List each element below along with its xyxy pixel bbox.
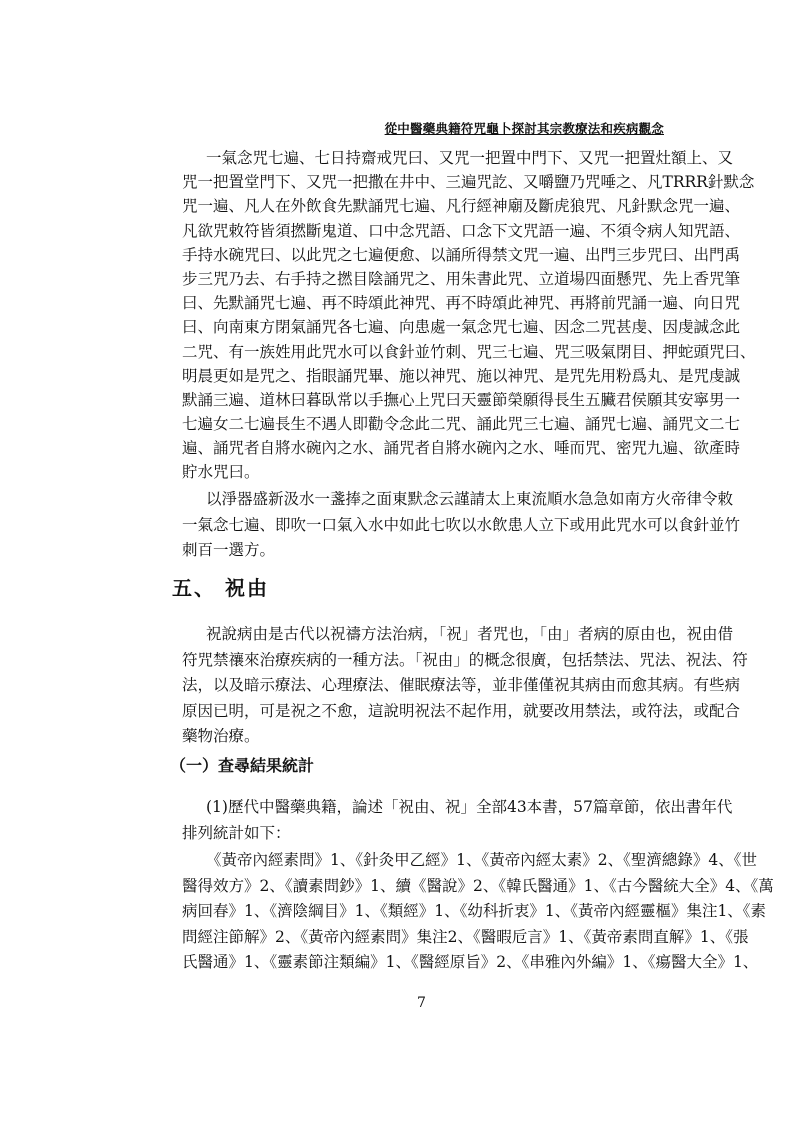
text-line: 排列統計如下：: [182, 823, 291, 842]
text-line: 咒一遍、凡人在外飲食先默誦咒七遍、凡行經神廟及斷虎狼咒、凡針默念咒一遍、: [182, 197, 741, 216]
text-line: 凡欲咒敕符皆須撚斷鬼道、口中念咒語、口念下文咒語一遍、不須令病人知咒語、: [182, 221, 741, 240]
text-line: 病回春》1、《濟陰綱目》1、《類經》1、《幼科折衷》1、《黃帝內經靈樞》集注1、《素: [182, 902, 767, 921]
paragraph-zhuyou-definition: [182, 622, 748, 750]
text-line: 手持水碗咒曰、以此咒之七遍便愈、以誦所得禁文咒一遍、出門三步咒曰、出門禹: [182, 245, 741, 264]
text-line: 刺百一選方。: [182, 541, 276, 560]
text-line: 二咒、有一族姓用此咒水可以食針並竹刺、咒三七遍、咒三吸氣閉目、押蛇頭咒曰、: [182, 342, 756, 361]
text-line: 一氣念咒七遍、七日持齋戒咒曰、又咒一把置中門下、又咒一把置灶額上、又: [206, 149, 734, 167]
page-number: 7: [417, 995, 426, 1011]
text-line: 咒一把置堂門下、又咒一把撒在井中、三遍咒訖、又嚼鹽乃咒唾之、凡TRRR針默念: [182, 173, 755, 192]
text-line: 七遍女二七遍長生不遇人即勸令念此二咒、誦此咒三七遍、誦咒七遍、誦咒文二七: [182, 415, 741, 434]
text-line: 明晨更如是咒之、指眼誦咒畢、施以神咒、施以神咒、是咒先用粉爲丸、是咒虔誠: [182, 366, 741, 385]
text-line: 符咒禁禳來治療疾病的一種方法。「祝由」的概念很廣，包括禁法、咒法、祝法、符: [182, 650, 748, 669]
text-line: 《黃帝內經素問》1、《針灸甲乙經》1、《黃帝內經太素》2、《聖濟總錄》4、《世: [206, 851, 757, 869]
paragraph-book-list: [182, 848, 774, 976]
paragraph-statistics-intro: [182, 795, 733, 846]
text-line: 默誦三遍、道林曰暮臥常以手撫心上咒曰天靈節榮願得長生五臟君侯願其安寧男一: [182, 390, 741, 409]
paragraph-incantation-list: [182, 146, 756, 485]
text-line: 曰、向南東方閉氣誦咒各七遍、向患處一氣念咒七遍、因念二咒甚虔、因虔誠念此: [182, 318, 741, 337]
section-heading: 五、 祝由: [172, 576, 269, 600]
text-line: (1)歷代中醫藥典籍，論述「祝由、祝」全部43本書，57篇章節，依出書年代: [206, 798, 733, 816]
running-header: 從中醫藥典籍符咒龜卜探討其宗教療法和疾病觀念: [384, 121, 664, 136]
text-line: 貯水咒曰。: [182, 463, 260, 482]
text-line: 步三咒乃去、右手持之撚目陰誦咒之、用朱書此咒、立道場四面懸咒、先上香咒筆: [182, 269, 741, 288]
text-line: 醫得效方》2、《讀素問鈔》1、續《醫說》2、《韓氏醫通》1、《古今醫統大全》4、《萬: [182, 876, 774, 895]
subsection-heading: （一）查尋結果統計: [170, 756, 315, 775]
text-line: 以淨器盛新汲水一盞捧之面東默念云謹請太上東流順水急急如南方火帝律令敕: [206, 490, 734, 508]
paragraph-water-incantation: [182, 487, 741, 564]
text-line: 藥物治療。: [182, 727, 260, 746]
text-line: 問經注節解》2、《黃帝內經素問》集注2、《醫暇卮言》1、《黃帝素問直解》1、《張: [182, 927, 749, 946]
text-line: 祝說病由是古代以祝禱方法治病，「祝」者咒也，「由」者病的原由也，祝由借: [206, 625, 734, 643]
text-line: 氏醫通》1、《靈素節注類編》1、《醫經原旨》2、《串雅內外編》1、《瘍醫大全》1、: [182, 953, 759, 972]
text-line: 法，以及暗示療法、心理療法、催眠療法等，並非僅僅祝其病由而愈其病。有些病: [182, 676, 741, 695]
text-line: 一氣念七遍、即吹一口氣入水中如此七吹以水飲患人立下或用此咒水可以食針並竹: [182, 515, 741, 534]
text-line: 曰、先默誦咒七遍、再不時頌此神咒、再不時頌此神咒、再將前咒誦一遍、向日咒: [182, 294, 741, 313]
text-line: 遍、誦咒者自將水碗內之水、誦咒者自將水碗內之水、唾而咒、密咒九遍、欲產時: [182, 439, 741, 458]
text-line: 原因已明，可是祝之不愈，這說明祝法不起作用，就要改用禁法，或符法，或配合: [182, 701, 741, 720]
